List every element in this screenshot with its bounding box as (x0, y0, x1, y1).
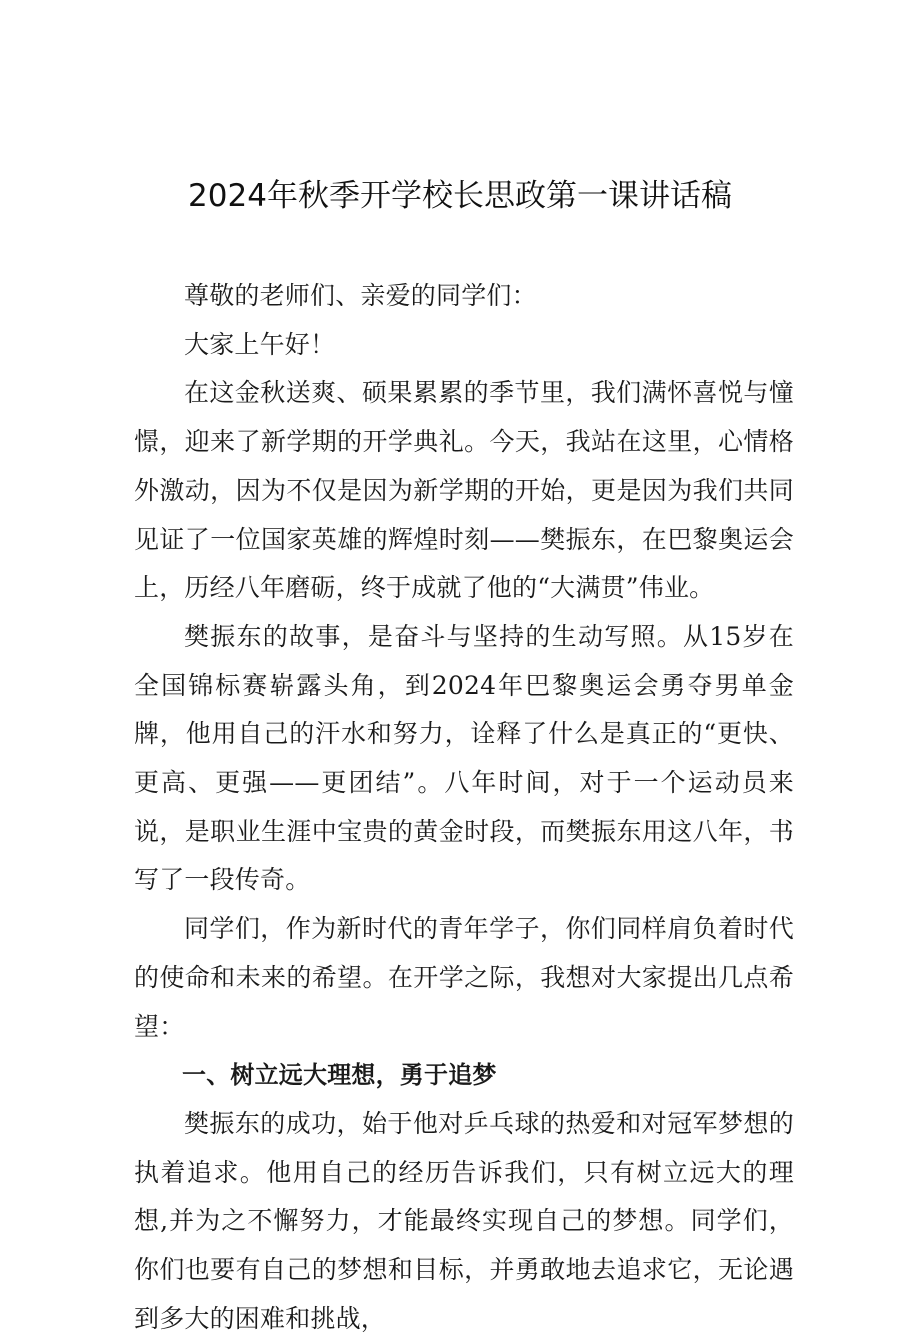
section-heading: 一、树立远大理想，勇于追梦 (182, 1061, 497, 1090)
document-title: 2024年秋季开学校长思政第一课讲话稿 (188, 178, 732, 214)
document-body (134, 272, 794, 1343)
paragraph: 樊振东的成功，始于他对乒乓球的热爱和对冠军梦想的执着追求。他用自己的经历告诉我们，只有树立远大的理想,并为之不懈努力，才能最终实现自己的梦想。同学们，你们也要有自己的梦想和目标，并勇敢地去追求它，无论遇到多大的困难和挑战， (134, 1108, 794, 1333)
paragraph: 同学们，作为新时代的青年学子，你们同样肩负着时代的使命和未来的希望。在开学之际，我想对大家提出几点希望： (134, 914, 794, 1041)
salutation: 尊敬的老师们、亲爱的同学们： (184, 281, 537, 310)
greeting: 大家上午好！ (184, 329, 336, 359)
paragraph: 樊振东的故事，是奋斗与坚持的生动写照。从15岁在全国锦标赛崭露头角，到2024年巴黎奥运会勇夺男单金牌，他用自己的汗水和努力，诠释了什么是真正的“更快、更高、更强——更团结”。八年时间，对于一个运动员来说，是职业生涯中宝贵的黄金时段，而樊振东用这八年，书写了一段传奇。 (134, 621, 794, 895)
paragraph: 在这金秋送爽、硕果累累的季节里，我们满怀喜悦与憧憬，迎来了新学期的开学典礼。今天，我站在这里，心情格外激动，因为不仅是因为新学期的开始，更是因为我们共同见证了一位国家英雄的辉煌时刻——樊振东，在巴黎奥运会上，历经八年磨砺，终于成就了他的“大满贯”伟业。 (134, 378, 794, 603)
